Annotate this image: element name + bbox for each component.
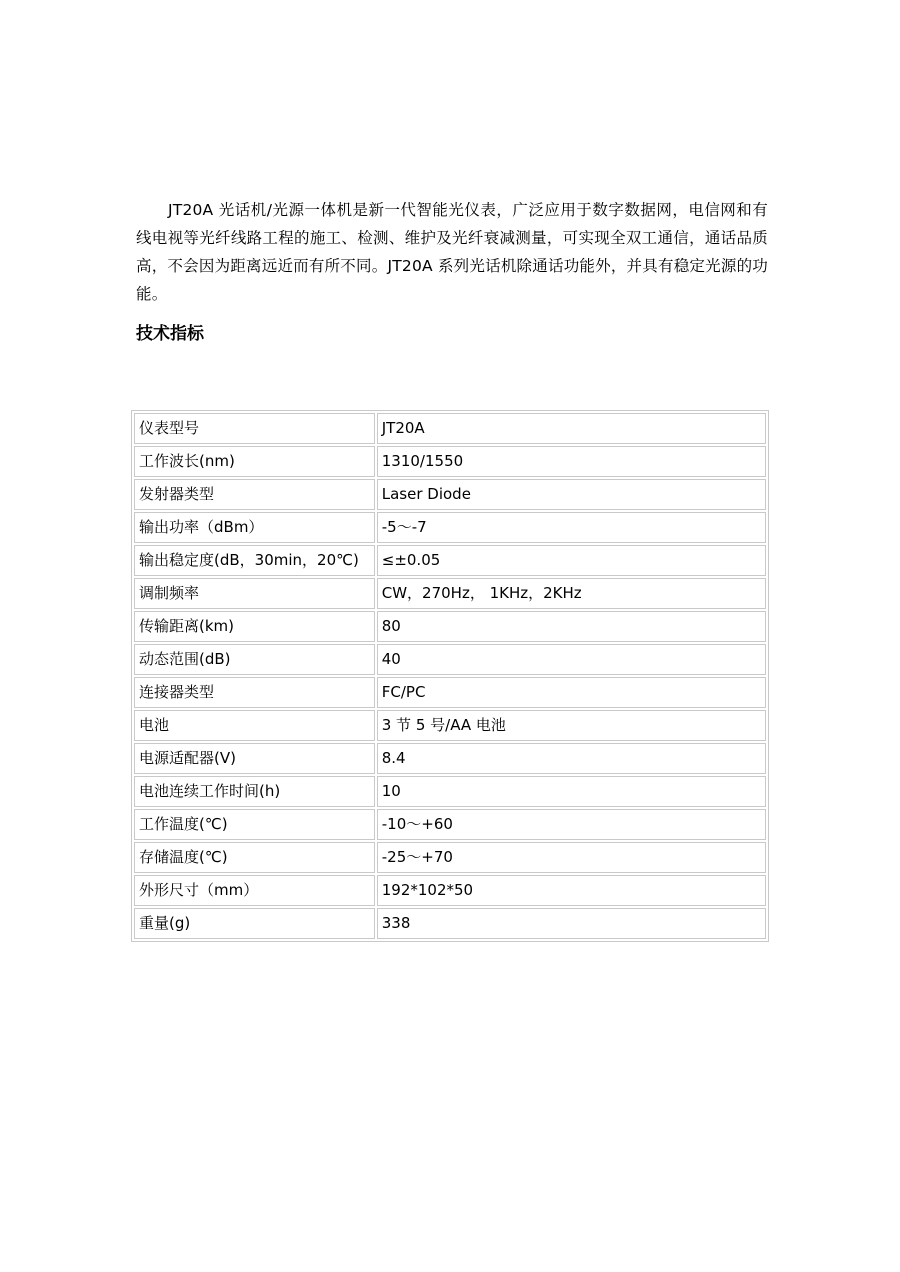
table-row xyxy=(134,545,766,576)
spec-param: 电源适配器(V) xyxy=(134,743,375,774)
spec-param: 发射器类型 xyxy=(134,479,375,510)
spec-param: 外形尺寸（mm） xyxy=(134,875,375,906)
spec-param: 存储温度(℃) xyxy=(134,842,375,873)
table-row xyxy=(134,611,766,642)
table-row xyxy=(134,578,766,609)
table-row xyxy=(134,842,766,873)
table-row xyxy=(134,743,766,774)
spec-value: 1310/1550 xyxy=(377,446,766,477)
table-row xyxy=(134,677,766,708)
spec-param: 输出功率（dBm） xyxy=(134,512,375,543)
spec-param: 工作温度(℃) xyxy=(134,809,375,840)
spec-param: 动态范围(dB) xyxy=(134,644,375,675)
spec-param: 传输距离(km) xyxy=(134,611,375,642)
spec-value: 80 xyxy=(377,611,766,642)
table-row xyxy=(134,512,766,543)
spec-value: -25～+70 xyxy=(377,842,766,873)
spec-value: -5～-7 xyxy=(377,512,766,543)
table-row xyxy=(134,413,766,444)
table-row xyxy=(134,875,766,906)
spec-value: 338 xyxy=(377,908,766,939)
table-row xyxy=(134,710,766,741)
spec-value: Laser Diode xyxy=(377,479,766,510)
table-row xyxy=(134,809,766,840)
spec-param: 调制频率 xyxy=(134,578,375,609)
spec-value: JT20A xyxy=(377,413,766,444)
spec-value: 40 xyxy=(377,644,766,675)
spec-param: 工作波长(nm) xyxy=(134,446,375,477)
spec-value: 10 xyxy=(377,776,766,807)
spec-value: ≤±0.05 xyxy=(377,545,766,576)
intro-paragraph: JT20A 光话机/光源一体机是新一代智能光仪表，广泛应用于数字数据网，电信网和有线电视等光纤线路工程的施工、检测、维护及光纤衰减测量，可实现全双工通信，通话品质高，不会因为距离远近而有所不同。JT20A 系列光话机除通话功能外，并具有稳定光源的功能。 xyxy=(136,201,768,303)
section-title: 技术指标 xyxy=(136,324,204,344)
spec-param: 重量(g) xyxy=(134,908,375,939)
table-row xyxy=(134,908,766,939)
table-row xyxy=(134,776,766,807)
spec-table xyxy=(131,410,769,942)
spec-value: 192*102*50 xyxy=(377,875,766,906)
spec-value: FC/PC xyxy=(377,677,766,708)
spec-param: 电池连续工作时间(h) xyxy=(134,776,375,807)
spec-param: 输出稳定度(dB，30min，20℃) xyxy=(134,545,375,576)
table-row xyxy=(134,446,766,477)
spec-param: 电池 xyxy=(134,710,375,741)
spec-table-body xyxy=(134,413,766,939)
spec-param: 连接器类型 xyxy=(134,677,375,708)
table-row xyxy=(134,479,766,510)
spec-value: -10～+60 xyxy=(377,809,766,840)
spec-value: CW，270Hz， 1KHz，2KHz xyxy=(377,578,766,609)
spec-value: 3 节 5 号/AA 电池 xyxy=(377,710,766,741)
spec-param: 仪表型号 xyxy=(134,413,375,444)
table-row xyxy=(134,644,766,675)
spec-value: 8.4 xyxy=(377,743,766,774)
